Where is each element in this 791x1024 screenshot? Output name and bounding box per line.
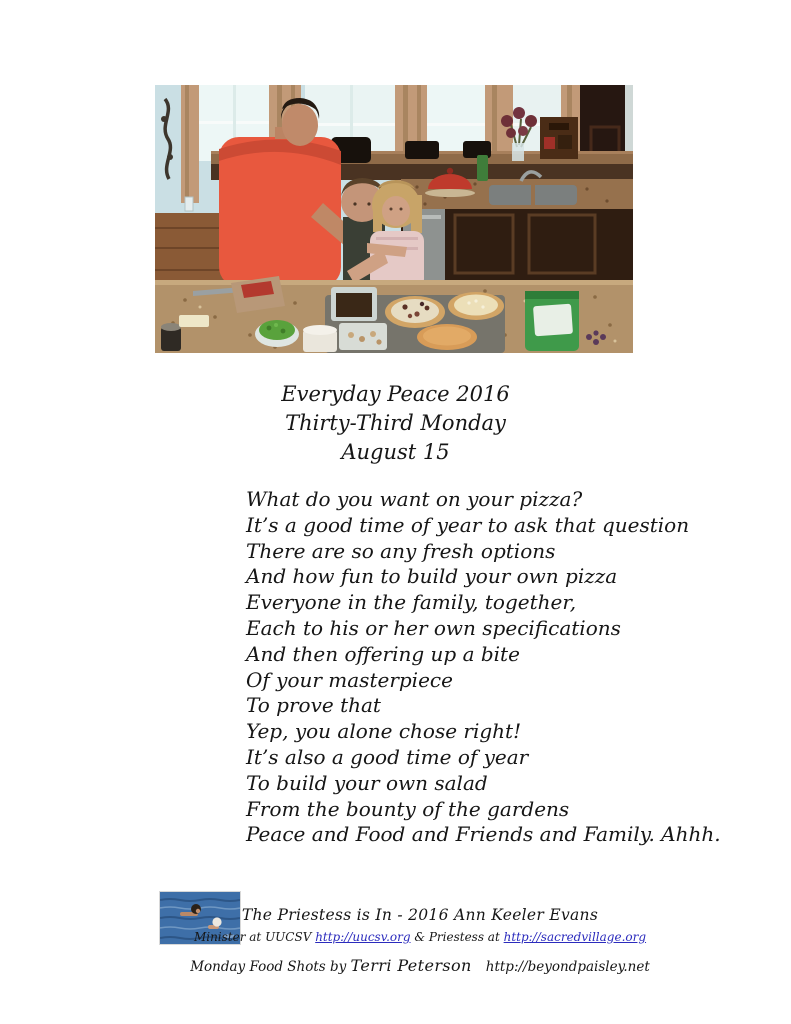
poem-line-10: Yep, you alone chose right! xyxy=(246,719,522,744)
white-container xyxy=(303,325,337,352)
footer-text-block xyxy=(120,903,720,947)
sacredvillage-link[interactable]: http://sacredvillage.org xyxy=(503,930,647,944)
poem xyxy=(246,487,721,848)
green-cheese-bag xyxy=(525,291,579,351)
pizza-with-toppings xyxy=(385,296,445,328)
byline-middle: & Priestess at xyxy=(410,930,504,944)
byline-prefix: Minister at UUCSV xyxy=(193,930,316,944)
footer-title: The Priestess is In - 2016 Ann Keeler Evans xyxy=(241,906,599,924)
uucsv-link[interactable]: http://uucsv.org xyxy=(315,930,411,944)
poem-line-12: To build your own salad xyxy=(246,770,488,795)
dark-topping-container xyxy=(331,287,377,321)
title-block xyxy=(0,380,791,467)
poem-line-13: From the bounty of the gardens xyxy=(246,796,570,821)
plain-pizza-crust xyxy=(417,324,477,350)
butter-stick xyxy=(179,315,209,327)
credit-line xyxy=(120,956,720,977)
poem-line-2: It’s a good time of year to ask that question xyxy=(246,512,690,537)
poem-line-5: Everyone in the family, together, xyxy=(246,590,577,615)
mushroom-container xyxy=(339,323,387,350)
poem-line-9: To prove that xyxy=(246,693,381,718)
poem-line-1: What do you want on your pizza? xyxy=(246,487,583,511)
kitchen-pizza-photo xyxy=(155,85,633,353)
poem-line-14: Peace and Food and Friends and Family. Ahhh. xyxy=(246,822,721,847)
title-line-1: Everyday Peace 2016 xyxy=(281,382,510,406)
credit-url: http://beyondpaisley.net xyxy=(485,959,650,975)
kitchen-pizza-illustration xyxy=(155,85,633,353)
poem-line-11: It’s also a good time of year xyxy=(246,744,529,769)
poem-line-7: And then offering up a bite xyxy=(246,641,520,666)
poem-line-6: Each to his or her own specifications xyxy=(246,615,621,640)
pizza-with-cheese xyxy=(448,292,504,320)
title-line-2: Thirty-Third Monday xyxy=(285,411,506,435)
credit-name: Terri Peterson xyxy=(350,956,472,975)
poem-line-8: Of your masterpiece xyxy=(246,667,453,692)
green-bottle xyxy=(477,155,488,181)
poem-line-4: And how fun to build your own pizza xyxy=(246,564,618,589)
poem-line-3: There are so any fresh options xyxy=(246,538,556,563)
credit-prefix: Monday Food Shots by xyxy=(190,959,351,975)
title-line-3: August 15 xyxy=(341,440,450,464)
wooden-caddy xyxy=(540,117,578,159)
footer-byline xyxy=(120,927,720,947)
